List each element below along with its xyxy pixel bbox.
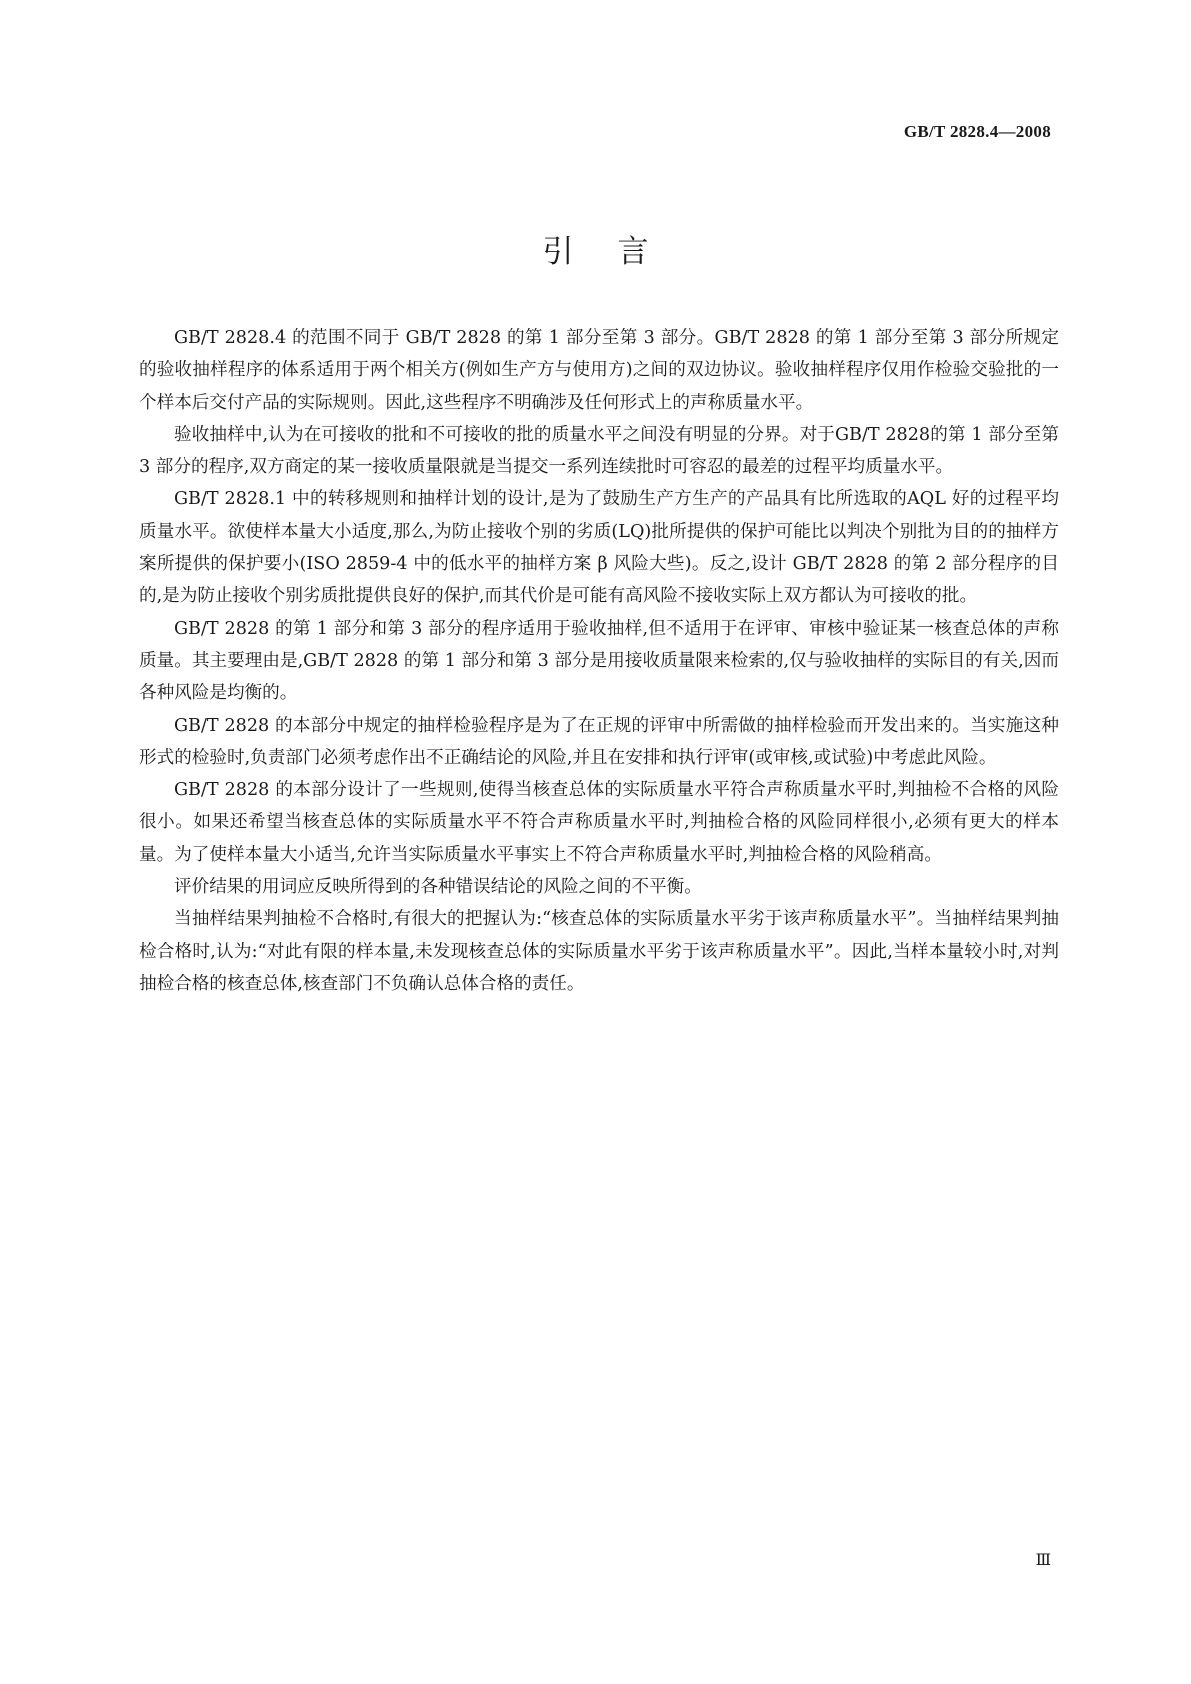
page-title: 引言 bbox=[542, 234, 693, 270]
paragraph-2: 验收抽样中,认为在可接收的批和不可接收的批的质量水平之间没有明显的分界。对于GB/T 2828的第 1 部分至第 3 部分的程序,双方商定的某一接收质量限就是当提交一系列连续批时可容忍的最差的过程平均质量水平。 bbox=[139, 424, 1059, 478]
paragraph-3: GB/T 2828.1 中的转移规则和抽样计划的设计,是为了鼓励生产方生产的产品具有比所选取的AQL 好的过程平均质量水平。欲使样本量大小适度,那么,为防止接收个别的劣质(LQ)批所提供的保护可能比以判决个别批为目的的抽样方案所提供的保护要小(ISO 2859-4 中的低水平的抽样方案 β 风险大些)。反之,设计 GB/T 2828 的第 2 部分程序的目的,是为防止接收个别劣质批提供良好的保护,而其代价是可能有高风险不接收实际上双方都认为可接收的批。 bbox=[139, 489, 1059, 607]
paragraph-6: GB/T 2828 的本部分设计了一些规则,使得当核查总体的实际质量水平符合声称质量水平时,判抽检不合格的风险很小。如果还希望当核查总体的实际质量水平不符合声称质量水平时,判抽检合格的风险同样很小,必须有更大的样本量。为了使样本量大小适当,允许当实际质量水平事实上不符合声称质量水平时,判抽检合格的风险稍高。 bbox=[139, 780, 1059, 865]
document-body bbox=[139, 322, 1059, 1000]
paragraph-4: GB/T 2828 的第 1 部分和第 3 部分的程序适用于验收抽样,但不适用于在评审、审核中验证某一核查总体的声称质量。其主要理由是,GB/T 2828 的第 1 部分和第 3 部分是用接收质量限来检索的,仅与验收抽样的实际目的有关,因而各种风险是均衡的。 bbox=[139, 618, 1059, 704]
paragraph-8: 当抽样结果判抽检不合格时,有很大的把握认为:“核查总体的实际质量水平劣于该声称质量水平”。当抽样结果判抽检合格时,认为:“对此有限的样本量,未发现核查总体的实际质量水平劣于该声称质量水平”。因此,当样本量较小时,对判抽检合格的核查总体,核查部门不负确认总体合格的责任。 bbox=[139, 909, 1059, 994]
standard-code: GB/T 2828.4—2008 bbox=[903, 122, 1051, 141]
paragraph-1: GB/T 2828.4 的范围不同于 GB/T 2828 的第 1 部分至第 3 部分。GB/T 2828 的第 1 部分至第 3 部分所规定的验收抽样程序的体系适用于两个相关方(例如生产方与使用方)之间的双边协议。验收抽样程序仅用作检验交验批的一个样本后交付产品的实际规则。因此,这些程序不明确涉及任何形式上的声称质量水平。 bbox=[139, 328, 1059, 413]
paragraph-5: GB/T 2828 的本部分中规定的抽样检验程序是为了在正规的评审中所需做的抽样检验而开发出来的。当实施这种形式的检验时,负责部门必须考虑作出不正确结论的风险,并且在安排和执行评审(或审核,或试验)中考虑此风险。 bbox=[139, 715, 1059, 768]
paragraph-7: 评价结果的用词应反映所得到的各种错误结论的风险之间的不平衡。 bbox=[174, 877, 702, 898]
page-number: Ⅲ bbox=[1035, 1552, 1051, 1569]
